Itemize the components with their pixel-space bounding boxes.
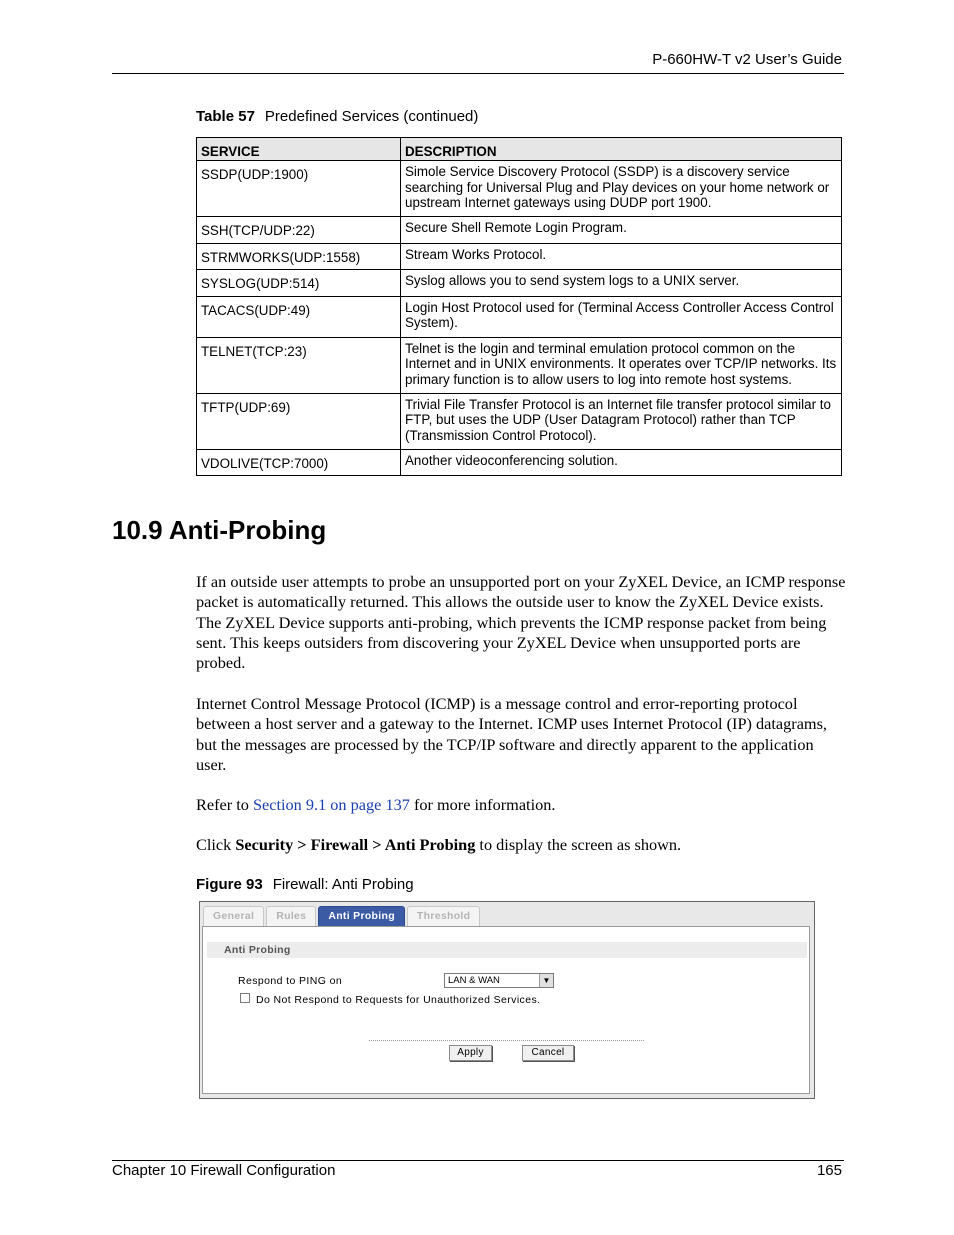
table-caption-label: Table 57 (196, 108, 255, 125)
respond-to-ping-label: Respond to PING on (238, 975, 343, 987)
table-row (197, 393, 842, 449)
description-cell: Trivial File Transfer Protocol is an Internet file transfer protocol similar to FTP, but uses the UDP (User Datagram Protocol) rather than TCP (Transmission Control Protocol). (401, 393, 842, 449)
firewall-tabs (203, 906, 482, 926)
predefined-services-table (196, 137, 842, 476)
unauthorized-services-checkbox[interactable] (240, 993, 250, 1003)
service-cell: SYSLOG(UDP:514) (197, 270, 401, 297)
footer-page-number: 165 (816, 1162, 842, 1179)
table-row (197, 449, 842, 476)
panel-title: Anti Probing (207, 942, 807, 958)
click-prefix: Click (196, 835, 236, 854)
refer-prefix: Refer to (196, 795, 253, 814)
click-suffix: to display the screen as shown. (475, 835, 682, 854)
section-link[interactable]: Section 9.1 on page 137 (252, 795, 410, 814)
menu-path: Security > Firewall > Anti Probing (235, 835, 476, 854)
respond-to-ping-value: LAN & WAN (448, 975, 500, 986)
table-row (197, 270, 842, 297)
running-header: P-660HW-T v2 User’s Guide (652, 51, 842, 68)
paragraph-anti-probing-intro: If an outside user attempts to probe an unsupported port on your ZyXEL Device, an ICMP response packet is automatically returned. This allows the outside user to know the ZyXEL Device exists. The ZyXEL Device supports anti-probing, which prevents the ICMP response packet from being sent. This keeps outsiders from discovering your ZyXEL Device when unsupported ports are probed. (196, 572, 846, 673)
service-cell: STRMWORKS(UDP:1558) (197, 243, 401, 270)
divider (369, 1040, 644, 1041)
description-cell: Syslog allows you to send system logs to a UNIX server. (401, 270, 842, 297)
table-caption-text: Predefined Services (continued) (264, 108, 479, 125)
table-row (197, 161, 842, 217)
description-cell: Login Host Protocol used for (Terminal Access Controller Access Control System). (401, 296, 842, 337)
tab-rules[interactable]: Rules (266, 906, 316, 926)
figure-caption-label: Figure 93 (196, 876, 263, 893)
column-header-service: SERVICE (197, 138, 401, 161)
service-cell: VDOLIVE(TCP:7000) (197, 449, 401, 476)
cancel-button[interactable]: Cancel (522, 1045, 574, 1061)
header-rule (112, 73, 844, 74)
paragraph-icmp: Internet Control Message Protocol (ICMP) is a message control and error-reporting protocol between a host server and a gateway to the Internet. ICMP uses Internet Protocol (IP) datagrams, but the messages are processed by the TCP/IP software and directly apparent to the application user. (196, 694, 828, 774)
description-cell: Stream Works Protocol. (401, 243, 842, 270)
tab-anti-probing[interactable]: Anti Probing (318, 906, 405, 926)
service-cell: SSH(TCP/UDP:22) (197, 217, 401, 244)
table-row (197, 243, 842, 270)
column-header-description: DESCRIPTION (401, 138, 842, 161)
table-row (197, 337, 842, 393)
unauthorized-services-label: Do Not Respond to Requests for Unauthorized Services. (256, 994, 541, 1006)
service-cell: TFTP(UDP:69) (197, 393, 401, 449)
footer-chapter: Chapter 10 Firewall Configuration (112, 1162, 336, 1179)
description-cell: Another videoconferencing solution. (401, 449, 842, 476)
figure-caption-text: Firewall: Anti Probing (272, 876, 414, 893)
refer-suffix: for more information. (409, 795, 556, 814)
settings-panel (202, 926, 810, 1094)
table-header-row (197, 138, 842, 161)
description-cell: Secure Shell Remote Login Program. (401, 217, 842, 244)
tab-general[interactable]: General (203, 906, 264, 926)
service-cell: TELNET(TCP:23) (197, 337, 401, 393)
apply-button[interactable]: Apply (449, 1045, 492, 1061)
table-row (197, 296, 842, 337)
respond-to-ping-select[interactable] (444, 973, 554, 988)
service-cell: SSDP(UDP:1900) (197, 161, 401, 217)
chevron-down-icon[interactable]: ▼ (539, 974, 553, 987)
footer-rule (112, 1160, 844, 1161)
anti-probing-screenshot (199, 901, 815, 1099)
service-cell: TACACS(UDP:49) (197, 296, 401, 337)
section-heading: 10.9 Anti-Probing (112, 515, 327, 545)
paragraph-click-path (196, 835, 846, 855)
table-caption (196, 108, 478, 125)
tab-threshold[interactable]: Threshold (407, 906, 480, 926)
paragraph-refer (196, 795, 846, 815)
description-cell: Simole Service Discovery Protocol (SSDP) is a discovery service searching for Universal Plug and Play devices on your home network or upstream Internet gateways using DUDP port 1900. (401, 161, 842, 217)
description-cell: Telnet is the login and terminal emulation protocol common on the Internet and in UNIX environments. It operates over TCP/IP networks. Its primary function is to allow users to log into remote host systems. (401, 337, 842, 393)
figure-caption (196, 876, 414, 893)
table-row (197, 217, 842, 244)
